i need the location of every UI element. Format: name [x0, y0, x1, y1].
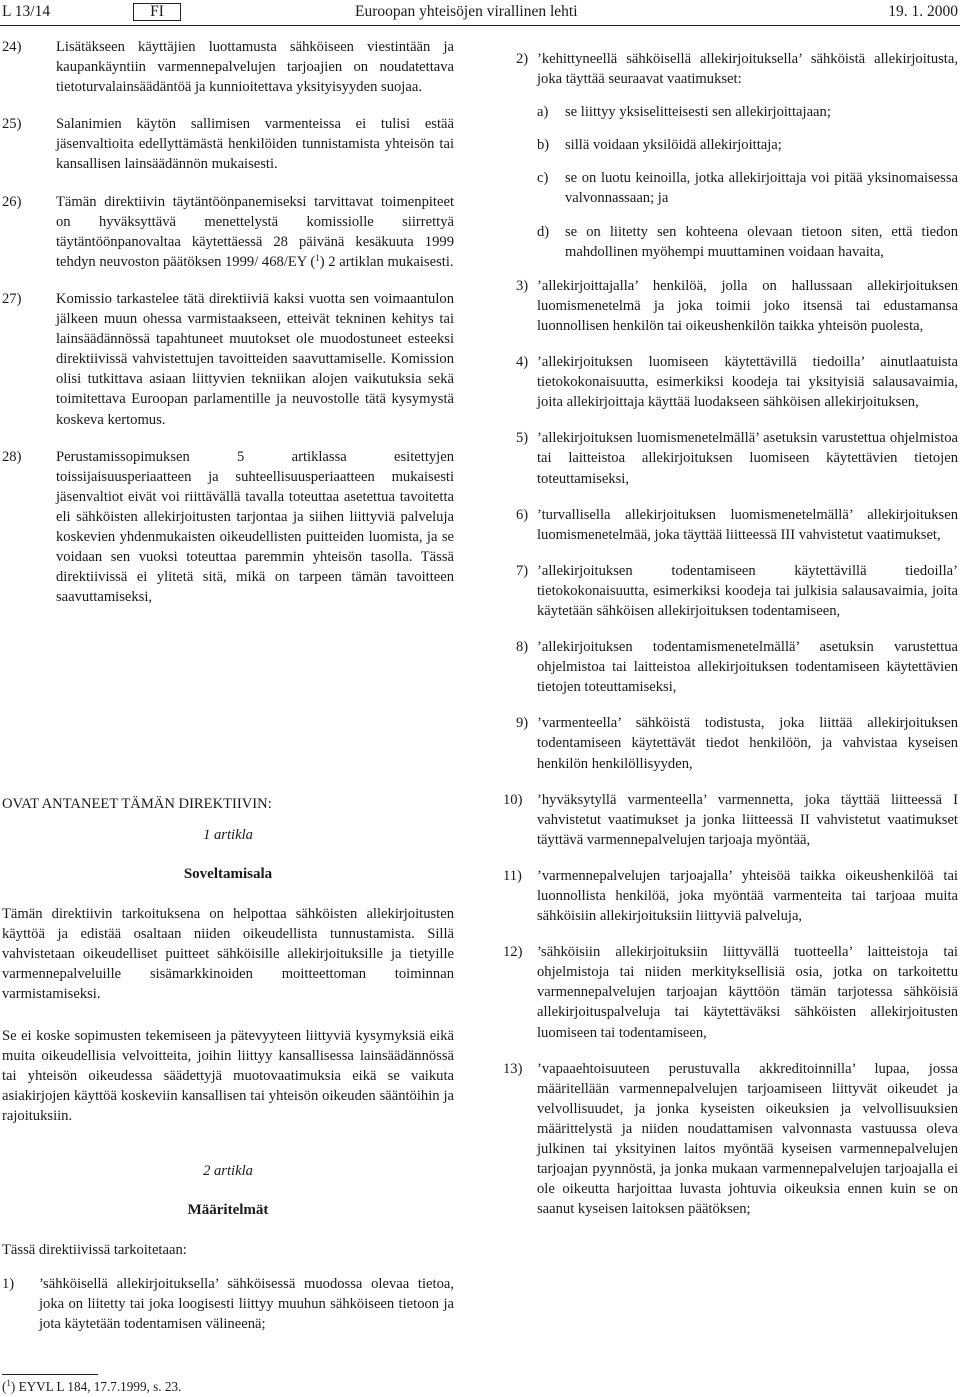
definition-number: 5): [516, 430, 529, 447]
recital-text: Komissio tarkastelee tätä direktiiviä kaksi vuotta sen voimaantulon jälkeen muun ohessa varmistaakseen, etteivät tekninen kehitys tai lainsäädännössä tapahtuneet muutokset ole muodostuneet esteeksi direktiivissä vahvistettujen tavoitteiden saavuttamiselle. Komission olisi tutkittava asiaan liittyvien tekniikan alojen vaikutuksia sekä toimitettava Euroopan parlamentille ja neuvostolle tätä kysymystä koskeva kertomus.: [56, 290, 454, 428]
definition-2-subitems: [516, 102, 958, 262]
definition-number: 6): [516, 506, 529, 523]
page-number: L 13/14: [2, 3, 51, 20]
definition-text: ’sähköisiin allekirjoituksiin liittyvällä tuotteella’ laitteistoja tai ohjelmistoja tai niiden merkityksellisiä osia, jotka on tarkoitettu varmennepalvelujen tarjoajan käyttöön tämän tarjotessa sähköisiä allekirjoituspalveluja tai käytettäväksi sähköisten allekirjoitusten luomiseen tai todentamiseen,: [537, 944, 958, 1041]
subitem-letter: b): [537, 137, 550, 154]
page-header: [0, 0, 960, 26]
definition-text: ’allekirjoituksen todentamismenetelmällä’ asetuksin varustettua ohjelmistoa tai laitteistoa allekirjoituksen todentamiseen käytettävien tietojen toteuttamiseksi,: [537, 639, 958, 696]
subitem-text: se liittyy yksiselitteisesti sen allekirjoittajaan;: [565, 104, 831, 121]
left-column: [2, 36, 454, 607]
recital-text: Salanimien käytön sallimisen varmenteissa ei tulisi estää jäsenvaltioita edellyttämästä henkilöiden tunnistamista yhteisön tai kansallisen lainsäädännön mukaisesti.: [56, 116, 454, 173]
definition-text: ’hyväksytyllä varmenteella’ varmennetta, joka täyttää liitteessä I vahvistetut vaatimukset ja jonka liitteessä II vahvistetut vaatimukset täyttävä varmennepalvelujen tarjoaja myöntää,: [537, 791, 958, 848]
footnote-ref[interactable]: 1: [315, 252, 320, 263]
recital-number: 25): [2, 116, 22, 133]
right-column: [503, 36, 958, 1219]
definition-text: ’varmennepalvelujen tarjoajalla’ yhteisöä taikka oikeushenkilöä tai luonnollista henkilöä, joka myöntää varmenteita tai tarjoaa muita sähköisiin allekirjoituksiin liittyviä palveluja,: [537, 867, 958, 925]
definition-7: [516, 561, 958, 621]
article-1-heading: Soveltamisala: [183, 866, 273, 882]
subitem-text: se on liitetty sen kohteena olevaan tietoon siten, että tiedon mahdollinen myöhempi muuttaminen voidaan havaita,: [565, 223, 958, 260]
recital-27: [2, 289, 454, 430]
definition-number: 11): [503, 867, 522, 884]
subitem-b: [537, 135, 958, 155]
definition-3: [516, 276, 958, 336]
subitem-c: [537, 168, 958, 208]
definition-text: ’sähköisellä allekirjoituksella’ sähköisessä muodossa olevaa tietoa, joka on liitetty tai joka loogisesti liittyy muuhun sähköiseen tietoon ja jota käytetään todentamisen välineenä;: [39, 1276, 454, 1333]
recital-24: [2, 37, 454, 97]
recital-text-part: Tämän direktiivin täytäntöönpanemiseksi tarvittavat toimenpiteet on hyväksyttävä menettelystä komissiolle siirrettyä täytäntöönpanovaltaa käytettäessä 28 päivänä kesäkuuta 1999 tehdyn neuvoston päätöksen 1999/ 468/EY (: [56, 193, 454, 270]
definition-number: 12): [503, 944, 523, 961]
recital-text: [56, 194, 454, 270]
subitem-letter: d): [537, 223, 550, 240]
article-2-label: 2 artikla: [203, 1163, 253, 1179]
subitem-d: [537, 222, 958, 262]
definition-number: 1): [2, 1276, 15, 1292]
journal-title: Euroopan yhteisöjen virallinen lehti: [355, 3, 578, 20]
definition-2: [516, 49, 958, 89]
recital-number: 27): [2, 290, 22, 307]
definition-text: ’kehittyneellä sähköisellä allekirjoituksella’ sähköistä allekirjoitusta, joka täyttää seuraavat vaatimukset:: [537, 51, 958, 88]
article-1-label: 1 artikla: [203, 827, 253, 843]
definition-number: 8): [516, 639, 529, 656]
definition-number: 2): [516, 51, 529, 67]
recital-text-part: ) 2 artiklan mukaisesti.: [319, 253, 454, 270]
definition-text: ’allekirjoittajalla’ henkilöä, jolla on hallussaan allekirjoituksen luomismenetelmä ja joka toimii joko itsensä tai edustamansa luonnollisen henkilön tai oikeushenkilön taikka yhteisön puolesta,: [537, 277, 958, 334]
definition-text: ’turvallisella allekirjoituksen luomismenetelmällä’ allekirjoituksen luomismenetelmää, joka täyttää liitteessä III vahvistetut vaatimukset,: [537, 506, 958, 543]
footnote-divider: [2, 1374, 98, 1375]
definition-12: [503, 942, 958, 1042]
definition-10: [503, 790, 958, 850]
definition-text: ’vapaaehtoisuuteen perustuvalla akkreditoinnilla’ lupaa, jossa määritellään varmennepalvelujen tarjoamiseen liittyvät oikeudet ja velvollisuudet, ja jonka kyseisten oikeuksien ja velvollisuuksien määrittelystä ja niiden noudattamisen valvonnasta vastuussa oleva julkinen tai yksityinen laitos myöntää kyseisen varmennepalvelujen tarjoajan pyynnöstä, ja jonka mukaan varmennepalvelujen tarjoajalla ei ole oikeutta harjoittaa luvasta johtuvia oikeuksia ennen kuin se on saanut kyseisen laitoksen päätöksen;: [537, 1060, 958, 1218]
definition-8: [516, 637, 958, 697]
language-badge: FI: [133, 3, 181, 21]
definition-text: ’allekirjoituksen luomiseen käytettävillä tiedoilla’ ainutlaatuista tietokokonaisuutta, esimerkiksi koodeja tai yksityisiä salausavaimia, joita allekirjoittaja käyttää luodakseen sähköisen allekirjoituksen,: [537, 354, 958, 411]
definition-number: 10): [503, 791, 523, 808]
definition-number: 7): [516, 562, 529, 579]
definition-text: ’allekirjoituksen todentamiseen käytettävillä tiedoilla’ tietokokonaisuutta, esimerkiksi koodeja tai julkisia salausavaimia, joita käytetään sähköisen allekirjoituksen todentamiseen,: [537, 562, 958, 619]
subitem-letter: c): [537, 170, 549, 187]
subitem-text: se on luotu keinoilla, jotka allekirjoittaja voi pitää yksinomaisessa valvonnassaan; ja: [565, 170, 958, 207]
definition-4: [516, 352, 958, 412]
definition-text: ’varmenteella’ sähköistä todistusta, joka liittää allekirjoituksen todentamiseen käytettävät tiedot henkilöön, ja vahvistaa kyseisen henkilön henkilöllisyyden,: [537, 715, 958, 772]
definition-number: 13): [503, 1060, 523, 1077]
recital-25: [2, 114, 454, 174]
footnote: ($^1$) EYVL L 184, 17.7.1999, s. 23.: [2, 1378, 182, 1394]
recital-text: Perustamissopimuksen 5 artiklassa esitettyjen toissijaisuusperiaatteen ja suhteellisuusperiaatteen mukaisesti jäsenvaltiot eivät voi riittävällä tavalla toteuttaa asetettua tavoitetta eli sähköisten allekirjoitusten tarjontaa ja siihen liittyviä palveluja koskevien yhdenmukaisten oikeudellisten puitteiden luomista, ja se voidaan sen vuoksi toteuttaa paremmin yhteisön tasolla. Tässä direktiivissä ei ylitetä sitä, mikä on tarpeen tämän tavoitteen saavuttamiseksi,: [56, 448, 454, 606]
recital-number: 28): [2, 448, 22, 465]
definition-1: [2, 1274, 454, 1334]
definition-13: [503, 1059, 958, 1220]
article-2-intro: Tässä direktiivissä tarkoitetaan:: [2, 1242, 187, 1258]
article-2-heading: Määritelmät: [187, 1202, 269, 1218]
adopted-statement: OVAT ANTANEET TÄMÄN DIREKTIIVIN:: [2, 796, 272, 812]
subitem-a: [537, 102, 958, 122]
recital-number: 26): [2, 193, 22, 210]
recital-text: Lisätäkseen käyttäjien luottamusta sähköiseen viestintään ja kaupankäyntiin varmennepalvelujen tarjoajien on noudatettava tietoturvalainsäädäntöä ja kunnioitettava yksityisyyden suojaa.: [56, 39, 454, 96]
recital-26: [2, 192, 454, 272]
definition-number: 9): [516, 715, 529, 732]
footnote-marker: 1: [6, 1378, 11, 1388]
subitem-text: sillä voidaan yksilöidä allekirjoittaja;: [565, 137, 782, 154]
issue-date: 19. 1. 2000: [888, 3, 958, 20]
footnote-text: ) EYVL L 184, 17.7.1999, s. 23.: [10, 1379, 182, 1394]
definition-9: [516, 713, 958, 773]
definition-number: 4): [516, 354, 529, 371]
definition-6: [516, 505, 958, 545]
recital-28: [2, 447, 454, 608]
article-1-paragraph-1: Tämän direktiivin tarkoituksena on helpottaa sähköisten allekirjoitusten käyttöä ja edistää osaltaan niiden oikeudellista tunnustamista. Sillä vahvistetaan oikeudelliset puitteet sähköisille allekirjoituksille ja tietyille varmennepalveluille sisämarkkinoiden moitteettoman toiminnan varmistamiseksi.: [2, 906, 454, 1003]
article-1-paragraph-2: Se ei koske sopimusten tekemiseen ja pätevyyteen liittyviä kysymyksiä eikä muita oikeudellisia velvoitteita, joihin liittyy kansallisessa lainsäädännössä tai yhteisön oikeudessa säädettyjä muotovaatimuksia eikä se vaikuta asiakirjojen käyttöä koskeviin kansallisen tai yhteisön oikeuden sääntöihin ja rajoituksiin.: [2, 1028, 454, 1125]
recital-number: 24): [2, 39, 22, 55]
definition-5: [516, 428, 958, 488]
subitem-letter: a): [537, 104, 549, 121]
definition-number: 3): [516, 277, 529, 294]
definition-11: [503, 866, 958, 926]
definition-text: ’allekirjoituksen luomismenetelmällä’ asetuksin varustettua ohjelmistoa tai laitteistoa allekirjoituksen luomiseen käytettävien tietojen toteuttamiseksi,: [537, 430, 958, 487]
